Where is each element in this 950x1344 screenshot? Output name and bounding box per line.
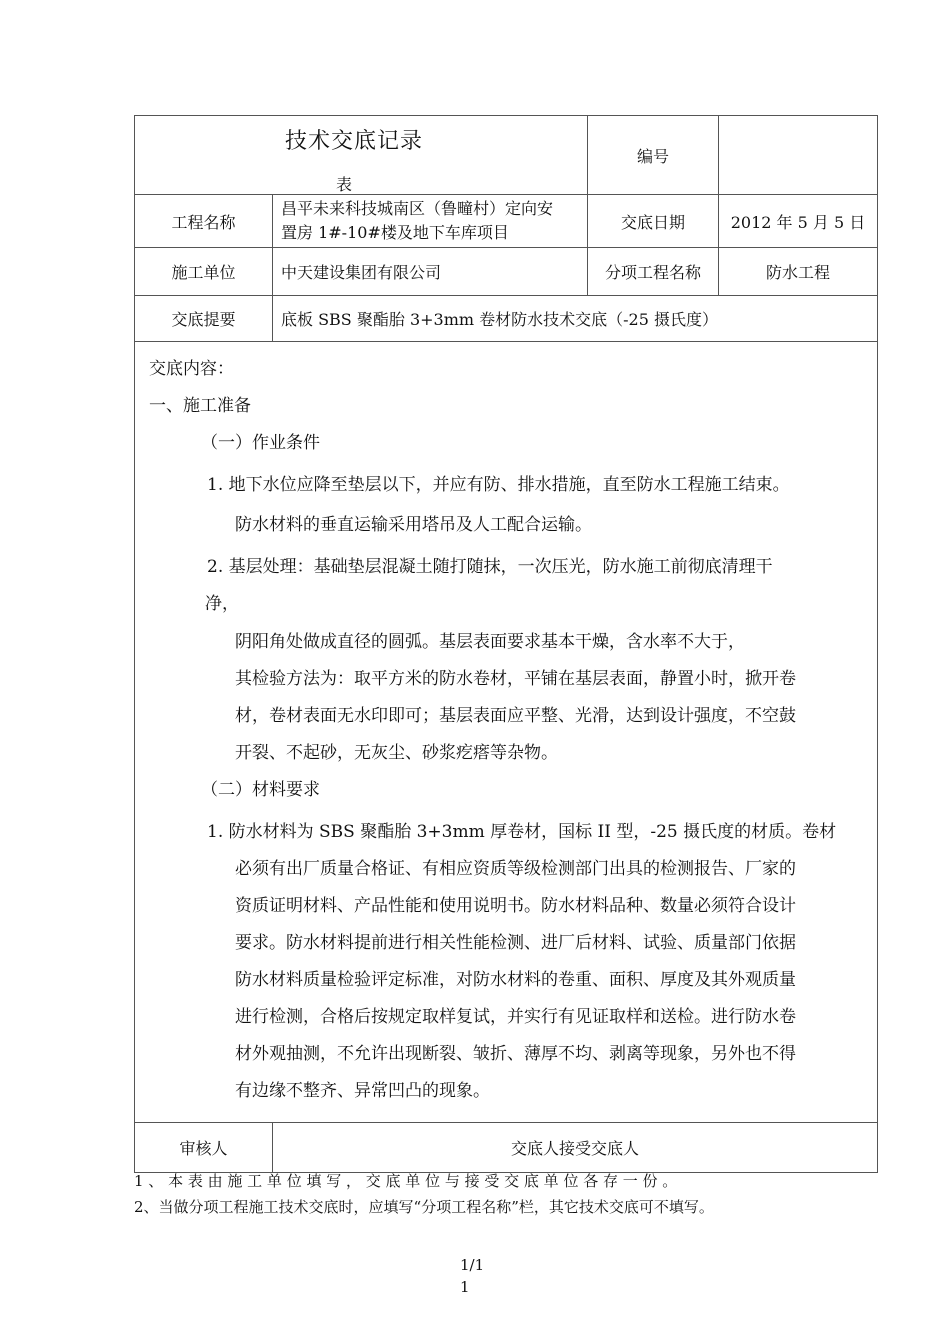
form-title-suffix: 表 [336, 175, 353, 194]
sub-project-value[interactable]: 防水工程 [719, 248, 878, 296]
paragraph-line: 材外观抽测，不允许出现断裂、皱折、薄厚不均、剥离等现象，另外也不得 [235, 1044, 796, 1064]
paragraph-line: 阴阳角处做成直径的圆弧。基层表面要求基本干燥，含水率不大于， [235, 632, 745, 652]
paragraph-line: 防水材料质量检验评定标准，对防水材料的卷重、面积、厚度及其外观质量 [235, 970, 796, 990]
unit-label: 施工单位 [135, 248, 273, 296]
summary-value[interactable]: 底板 SBS 聚酯胎 3+3mm 卷材防水技术交底（-25 摄氏度） [273, 296, 878, 342]
paragraph-line: 开裂、不起砂，无灰尘、砂浆疙瘩等杂物。 [235, 743, 558, 763]
paragraph-line: 要求。防水材料提前进行相关性能检测、进厂后材料、试验、质量部门依据 [235, 933, 796, 953]
content-cell [135, 342, 878, 1123]
content-heading: 交底内容： [149, 359, 234, 379]
project-name-value[interactable] [273, 195, 588, 248]
paragraph-line: 材，卷材表面无水印即可；基层表面应平整、光滑，达到设计强度，不空鼓 [235, 706, 796, 726]
paragraph-line: 进行检测，合格后按规定取样复试，并实行有见证取样和送检。进行防水卷 [235, 1007, 796, 1027]
section-heading: 一、施工准备 [149, 396, 251, 416]
subsection-heading: （二）材料要求 [201, 780, 320, 800]
content-body [135, 342, 877, 1122]
number-label: 编号 [588, 116, 719, 195]
form-title: 技术交底记录 [285, 129, 424, 154]
page-number: 1 [460, 1278, 470, 1296]
summary-label: 交底提要 [135, 296, 273, 342]
paragraph-line: 必须有出厂质量合格证、有相应资质等级检测部门出具的检测报告、厂家的 [235, 859, 796, 879]
project-name-line: 置房 1#-10#楼及地下车库项目 [281, 223, 509, 242]
number-value[interactable] [719, 116, 878, 195]
paragraph-line: 2. 基层处理：基础垫层混凝土随打随抹，一次压光，防水施工前彻底清理干 [207, 557, 773, 577]
project-name-line: 昌平未来科技城南区（鲁疃村）定向安 [281, 199, 554, 218]
form-title-cell [135, 116, 588, 195]
note-1: 1 、 本 表 由 施 工 单 位 填 写 ， 交 底 单 位 与 接 受 交 底 单 位 各 存 一 份 。 [134, 1172, 678, 1190]
project-name-label: 工程名称 [135, 195, 273, 248]
paragraph-line: 有边缘不整齐、异常凹凸的现象。 [235, 1081, 490, 1101]
sub-project-label: 分项工程名称 [588, 248, 719, 296]
date-label: 交底日期 [588, 195, 719, 248]
page-indicator: 1/1 [460, 1256, 485, 1274]
paragraph-line: 净， [205, 594, 239, 614]
date-value[interactable]: 2012 年 5 月 5 日 [719, 195, 878, 248]
reviewer-label: 审核人 [135, 1123, 273, 1173]
paragraph-line: 1. 地下水位应降至垫层以下，并应有防、排水措施，直至防水工程施工结束。 [207, 475, 790, 495]
paragraph-line: 1. 防水材料为 SBS 聚酯胎 3+3mm 厚卷材，国标 II 型，-25 摄氏度的材质。卷材 [207, 822, 837, 842]
tech-disclosure-form [134, 115, 878, 1173]
paragraph-line: 防水材料的垂直运输采用塔吊及人工配合运输。 [235, 515, 592, 535]
subsection-heading: （一）作业条件 [201, 433, 320, 453]
paragraph-line: 其检验方法为：取平方米的防水卷材，平铺在基层表面，静置小时，掀开卷 [235, 669, 796, 689]
handover-label: 交底人接受交底人 [273, 1123, 878, 1173]
unit-value[interactable]: 中天建设集团有限公司 [273, 248, 588, 296]
note-2: 2、当做分项工程施工技术交底时，应填写“分项工程名称”栏，其它技术交底可不填写。 [134, 1198, 714, 1216]
paragraph-line: 资质证明材料、产品性能和使用说明书。防水材料品种、数量必须符合设计 [235, 896, 796, 916]
